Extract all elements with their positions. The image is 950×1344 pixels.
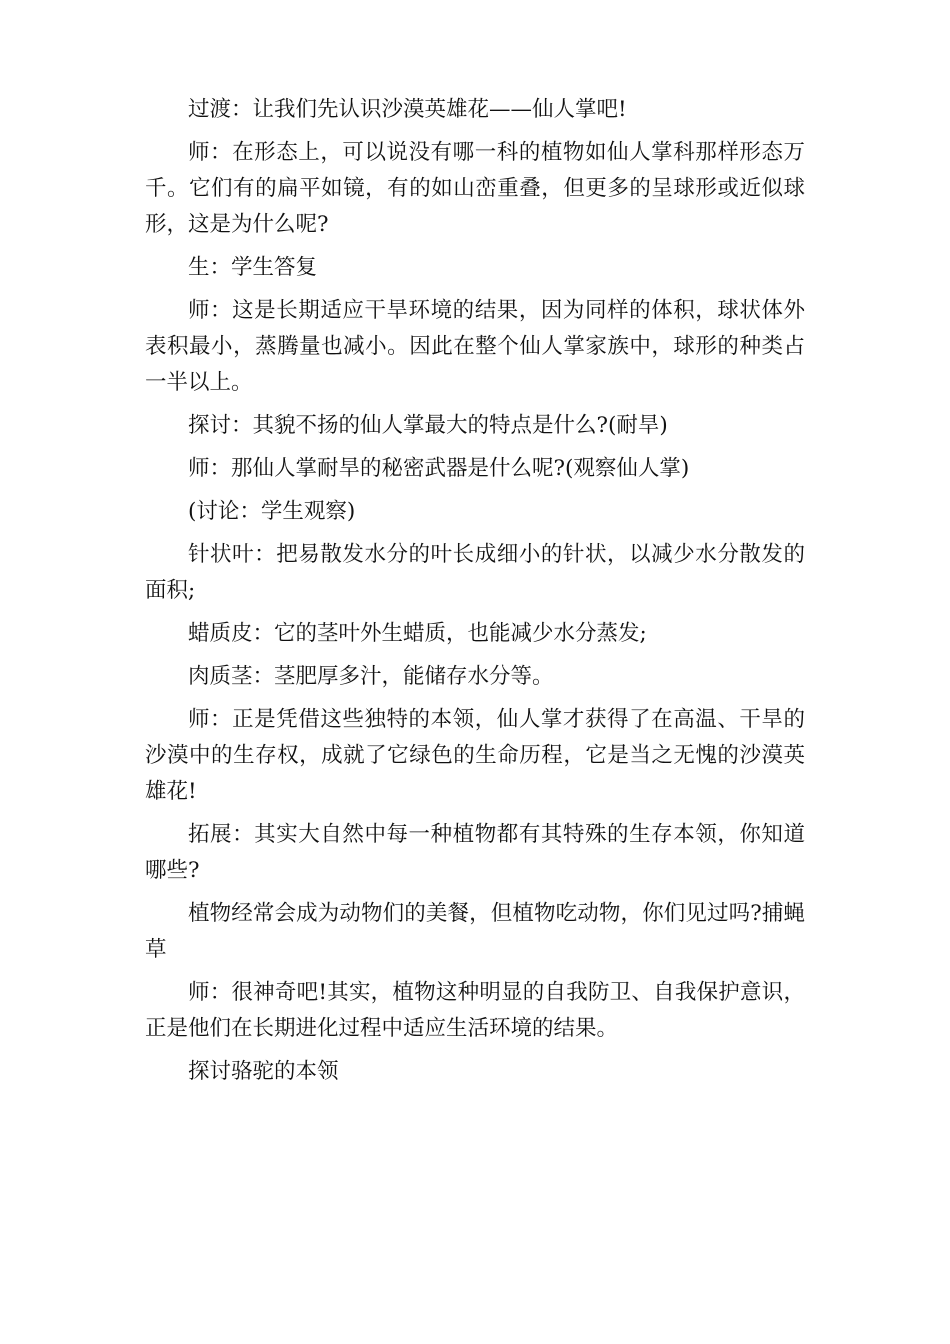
paragraph-teacher-explanation: 师：这是长期适应干旱环境的结果，因为同样的体积，球状体外表积最小，蒸腾量也减小。因此在整个仙人掌家族中，球形的种类占一半以上。 [145, 298, 805, 395]
paragraph-teacher-secret: 师：那仙人掌耐旱的秘密武器是什么呢?(观察仙人掌) [188, 456, 690, 481]
paragraph-needle-leaves: 针状叶：把易散发水分的叶长成细小的针状，以减少水分散发的面积; [145, 542, 805, 603]
paragraph-waxy-skin: 蜡质皮：它的茎叶外生蜡质，也能减少水分蒸发; [188, 621, 647, 646]
paragraph-teacher-morphology: 师：在形态上，可以说没有哪一科的植物如仙人掌科那样形态万千。它们有的扁平如镜，有的如山峦重叠，但更多的呈球形或近似球形，这是为什么呢? [145, 140, 805, 237]
paragraph-teacher-self-defense: 师：很神奇吧!其实，植物这种明显的自我防卫、自我保护意识，正是他们在长期进化过程中适应生活环境的结果。 [145, 980, 805, 1041]
paragraph-student-answer: 生：学生答复 [188, 255, 318, 280]
paragraph-student-observe: (讨论：学生观察) [188, 499, 356, 524]
paragraph-camel: 探讨骆驼的本领 [188, 1059, 339, 1084]
document-body [145, 92, 805, 1097]
paragraph-flytrap: 植物经常会成为动物们的美餐，但植物吃动物，你们见过吗?捕蝇草 [145, 901, 805, 962]
paragraph-transition: 过渡：让我们先认识沙漠英雄花——仙人掌吧! [188, 97, 627, 122]
paragraph-discussion-feature: 探讨：其貌不扬的仙人掌最大的特点是什么?(耐旱) [188, 413, 668, 438]
paragraph-fleshy-stem: 肉质茎：茎肥厚多汁，能储存水分等。 [188, 664, 554, 689]
paragraph-extension: 拓展：其实大自然中每一种植物都有其特殊的生存本领，你知道哪些? [145, 822, 805, 883]
paragraph-teacher-conclusion: 师：正是凭借这些独特的本领，仙人掌才获得了在高温、干旱的沙漠中的生存权，成就了它绿色的生命历程，它是当之无愧的沙漠英雄花! [145, 707, 805, 804]
